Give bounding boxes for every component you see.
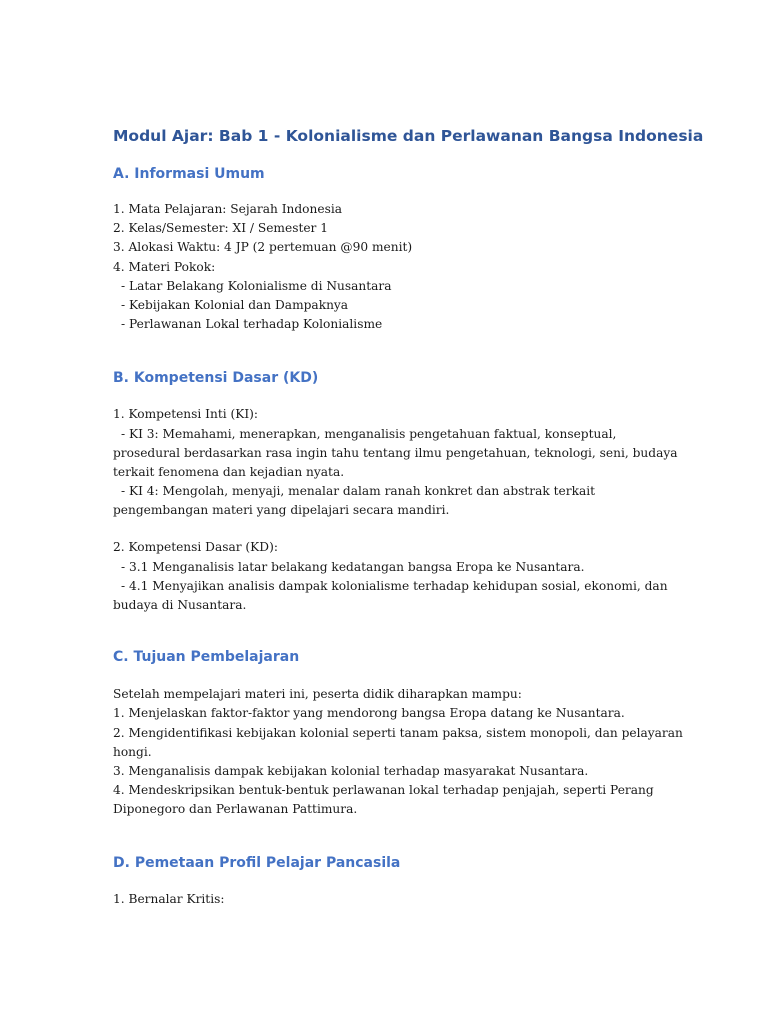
section-c-heading: C. Tujuan Pembelajaran	[113, 649, 300, 666]
info-line: 1. Mata Pelajaran: Sejarah Indonesia	[113, 202, 342, 216]
tujuan-line: 3. Menganalisis dampak kebijakan kolonial terhadap masyarakat Nusantara.	[113, 763, 589, 778]
tujuan-line: 1. Menjelaskan faktor-faktor yang mendorong bangsa Eropa datang ke Nusantara.	[113, 706, 625, 721]
tujuan-line: Setelah mempelajari materi ini, peserta didik diharapkan mampu:	[113, 687, 522, 702]
tujuan-line: 2. Mengidentifikasi kebijakan kolonial seperti tanam paksa, sistem monopoli, dan pelayaran	[113, 725, 683, 740]
document-title: Modul Ajar: Bab 1 - Kolonialisme dan Perlawanan Bangsa Indonesia	[113, 127, 704, 145]
ki-line: pengembangan materi yang dipelajari secara mandiri.	[113, 503, 450, 518]
ki-line: prosedural berdasarkan rasa ingin tahu tentang ilmu pengetahuan, teknologi, seni, budaya	[113, 445, 678, 460]
section-a-content	[113, 200, 673, 334]
section-b-heading: B. Kompetensi Dasar (KD)	[113, 370, 319, 387]
profil-line: 1. Bernalar Kritis:	[113, 891, 225, 906]
tujuan-line: hongi.	[113, 744, 152, 759]
tujuan-line: 4. Mendeskripsikan bentuk-bentuk perlawanan lokal terhadap penjajah, seperti Perang	[113, 783, 654, 798]
ki-line: terkait fenomena dan kejadian nyata.	[113, 464, 345, 479]
kd-line: 2. Kompetensi Dasar (KD):	[113, 540, 278, 555]
section-b-kd	[113, 538, 673, 615]
materi-item: - Latar Belakang Kolonialisme di Nusantara	[121, 278, 392, 293]
materi-item: - Perlawanan Lokal terhadap Kolonialisme	[121, 317, 383, 332]
info-line: 3. Alokasi Waktu: 4 JP (2 pertemuan @90 menit)	[113, 240, 413, 255]
section-a-heading: A. Informasi Umum	[113, 166, 265, 182]
document-page	[113, 125, 704, 909]
section-b-ki	[113, 405, 678, 520]
materi-item: - Kebijakan Kolonial dan Dampaknya	[121, 297, 349, 312]
info-line: 4. Materi Pokok:	[113, 259, 216, 274]
kd-line: budaya di Nusantara.	[113, 598, 247, 612]
section-c-content	[113, 685, 683, 819]
kd-line: - 3.1 Menganalisis latar belakang kedatangan bangsa Eropa ke Nusantara.	[121, 559, 585, 574]
info-line: 2. Kelas/Semester: XI / Semester 1	[113, 221, 329, 236]
section-d-content	[113, 890, 673, 909]
tujuan-line: Diponegoro dan Perlawanan Pattimura.	[113, 802, 358, 817]
ki-line: - KI 4: Mengolah, menyaji, menalar dalam ranah konkret dan abstrak terkait	[121, 484, 596, 499]
section-d-heading: D. Pemetaan Profil Pelajar Pancasila	[113, 854, 401, 871]
ki-line: 1. Kompetensi Inti (KI):	[113, 407, 259, 422]
ki-line: - KI 3: Memahami, menerapkan, menganalisis pengetahuan faktual, konseptual,	[121, 426, 617, 441]
kd-line: - 4.1 Menyajikan analisis dampak kolonialisme terhadap kehidupan sosial, ekonomi, dan	[121, 578, 668, 593]
